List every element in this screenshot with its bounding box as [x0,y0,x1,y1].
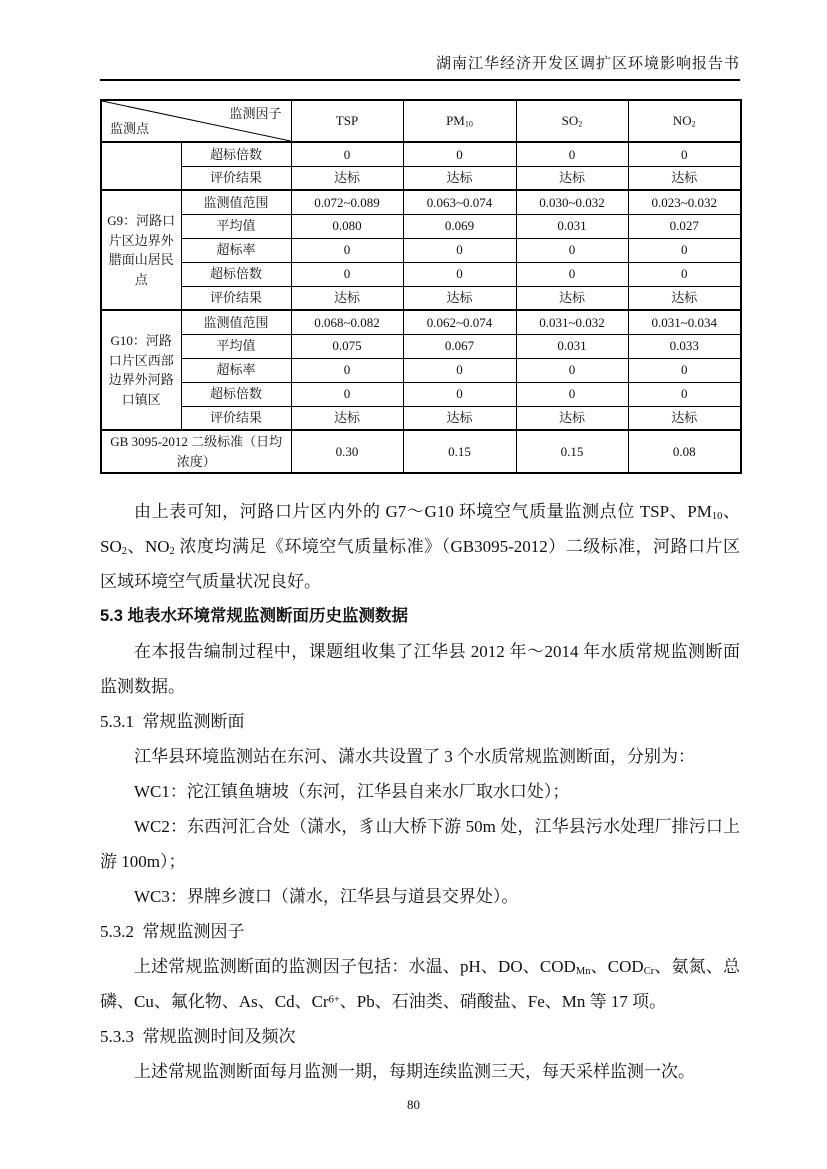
value-cell: 0.068~0.082 [291,310,403,334]
value-cell: 0.023~0.032 [628,190,741,214]
value-cell: 0 [516,262,628,286]
value-cell: 达标 [628,406,741,430]
value-cell: 0 [403,142,516,166]
page-number: 80 [407,1097,420,1112]
standard-value-cell: 0.15 [516,430,628,473]
corner-point-label: 监测点 [110,120,150,136]
value-cell: 达标 [291,166,403,190]
value-cell: 达标 [403,166,516,190]
table-row [101,190,741,214]
value-cell: 0 [403,382,516,406]
standard-value-cell: 0.08 [628,430,741,473]
column-header-tsp: TSP [291,100,403,142]
column-header-so2: $SO_2$ [516,100,628,142]
value-cell: 0.031~0.034 [628,310,741,334]
monitoring-point-cell [101,142,181,190]
table-row [101,382,741,406]
row-label-cell: 平均值 [181,214,291,238]
monitoring-table-body [101,142,741,473]
value-cell: 0 [403,262,516,286]
value-cell: 0 [628,358,741,382]
section-wc1-item: WC1：沱江镇鱼塘坡（东河，江华县自来水厂取水口处）； [134,782,570,801]
section-wc2-item: WC2：东西河汇合处（潇水，豸山大桥下游 50m 处，江华县污水处理厂排污口上游 100m）； [100,817,740,871]
table-row [101,334,741,358]
table-row [101,166,741,190]
value-cell: 0.027 [628,214,741,238]
table-row [101,406,741,430]
section-heading-5-3: 5.3 地表水环境常规监测断面历史监测数据 [100,607,409,625]
row-label-cell: 评价结果 [181,166,291,190]
value-cell: 达标 [291,286,403,310]
value-cell: 0 [291,238,403,262]
value-cell: 达标 [403,406,516,430]
standard-value-cell: 0.15 [403,430,516,473]
standard-value-cell: 0.30 [291,430,403,473]
table-row [101,238,741,262]
monitoring-table-head [101,100,741,142]
air-quality-summary-paragraph: 由上表可知，河路口片区内外的 G7～G10 环境空气质量监测点位 TSP、$PM_{10}$、$SO_2$、$NO_2$ 浓度均满足《环境空气质量标准》（GB3095-2012）二级标准，河路口片区区域环境空气质量状况良好。 [100,502,741,591]
value-cell: 0.075 [291,334,403,358]
standard-label-cell: GB 3095-2012 二级标准（日均浓度） [101,430,291,473]
row-label-cell: 超标率 [181,238,291,262]
column-header-no2: $NO_2$ [628,100,741,142]
row-label-cell: 监测值范围 [181,190,291,214]
value-cell: 0.030~0.032 [516,190,628,214]
section-wc3-item: WC3：界牌乡渡口（潇水，江华县与道县交界处）。 [134,887,519,906]
value-cell: 达标 [628,166,741,190]
value-cell: 0 [291,382,403,406]
value-cell: 0.072~0.089 [291,190,403,214]
row-label-cell: 超标率 [181,358,291,382]
row-label-cell: 超标倍数 [181,142,291,166]
section-heading-5-3-2: 5.3.2 常规监测因子 [100,922,245,941]
value-cell: 0.062~0.074 [403,310,516,334]
value-cell: 0 [516,358,628,382]
value-cell: 达标 [516,166,628,190]
row-label-cell: 平均值 [181,334,291,358]
value-cell: 达标 [403,286,516,310]
value-cell: 0 [291,142,403,166]
section-heading-5-3-3: 5.3.3 常规监测时间及频次 [100,1027,296,1046]
data-collection-paragraph: 在本报告编制过程中，课题组收集了江华县 2012 年～2014 年水质常规监测断面监测数据。 [100,642,740,696]
value-cell: 0.063~0.074 [403,190,516,214]
table-row [101,286,741,310]
monitoring-sections-paragraph: 江华县环境监测站在东河、潇水共设置了 3 个水质常规监测断面，分别为： [134,747,695,766]
body-content [100,494,740,1089]
table-row [101,358,741,382]
value-cell: 0.031 [516,334,628,358]
table-header-row [101,100,741,142]
row-label-cell: 监测值范围 [181,310,291,334]
monitoring-factors-paragraph: 上述常规监测断面的监测因子包括：水温、pH、DO、$COD_{Mn}$、$COD_{Cr}$、氨氮、总磷、Cu、氟化物、As、Cd、$Cr^{6+}$、Pb、石油类、硝酸盐、Fe、Mn 等 17 项。 [100,957,740,1011]
monitoring-point-cell: G9：河路口片区边界外腊面山居民点 [101,190,181,310]
value-cell: 0 [516,142,628,166]
value-cell: 0 [628,262,741,286]
header-rule [100,79,740,81]
value-cell: 0 [291,262,403,286]
value-cell: 0 [516,238,628,262]
value-cell: 0.080 [291,214,403,238]
value-cell: 0 [291,358,403,382]
value-cell: 0 [628,382,741,406]
value-cell: 0 [628,238,741,262]
table-row [101,262,741,286]
monitoring-point-cell: G10：河路口片区西部边界外河路口镇区 [101,310,181,430]
diagonal-corner-cell [101,100,291,142]
row-label-cell: 评价结果 [181,406,291,430]
value-cell: 0 [403,238,516,262]
value-cell: 0 [403,358,516,382]
value-cell: 0.067 [403,334,516,358]
value-cell: 0 [628,142,741,166]
table-row [101,310,741,334]
row-label-cell: 超标倍数 [181,382,291,406]
monitoring-frequency-paragraph: 上述常规监测断面每月监测一期，每期连续监测三天，每天采样监测一次。 [134,1062,695,1081]
header-title: 湖南江华经济开发区调扩区环境影响报告书 [435,56,740,72]
corner-factor-label: 监测因子 [229,106,282,121]
column-header-pm10: $PM_{10}$ [403,100,516,142]
value-cell: 0.031 [516,214,628,238]
table-row [101,214,741,238]
value-cell: 0.069 [403,214,516,238]
value-cell: 达标 [291,406,403,430]
value-cell: 达标 [516,286,628,310]
row-label-cell: 超标倍数 [181,262,291,286]
value-cell: 0 [516,382,628,406]
standard-row [101,430,741,473]
row-label-cell: 评价结果 [181,286,291,310]
table-row [101,142,741,166]
value-cell: 达标 [516,406,628,430]
value-cell: 0.033 [628,334,741,358]
section-heading-5-3-1: 5.3.1 常规监测断面 [100,712,245,731]
monitoring-table [100,99,742,474]
value-cell: 0.031~0.032 [516,310,628,334]
value-cell: 达标 [628,286,741,310]
